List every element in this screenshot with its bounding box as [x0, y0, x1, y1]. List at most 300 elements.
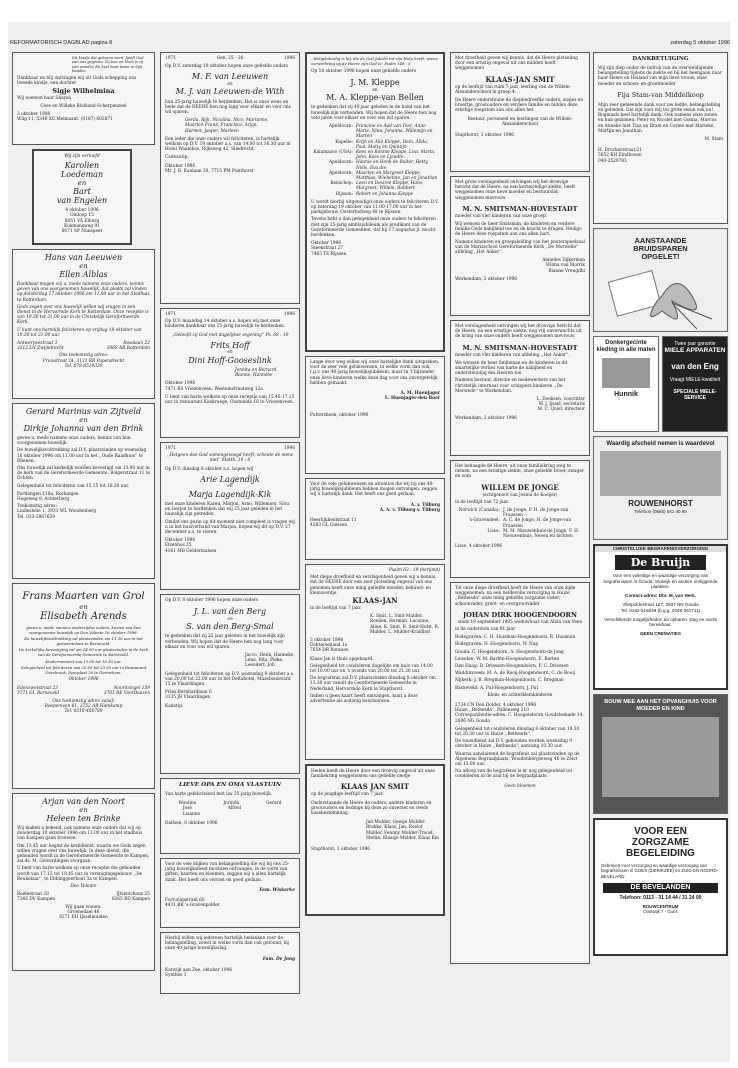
ad-logo-text: DE BEVELANDEN [603, 883, 718, 893]
year: 1971 [165, 446, 176, 451]
family-row: Bodegraven: C. H. Huisman-Hoogendoorn, R. Huisman [455, 635, 576, 641]
name: M. J. van Leeuwen-de With [175, 87, 285, 97]
address: 2734 CN Den Dolder, 4 oktober 1996 [455, 703, 537, 709]
ad-text: CHRISTELIJKE BEGRAFENISVERZORGING [595, 546, 726, 552]
obituary [450, 176, 590, 316]
ad-shelter [593, 694, 728, 814]
text: en [79, 416, 88, 424]
place-date: Lisse, 4 oktober 1996 [455, 544, 503, 550]
text: Een ieder die onze ouders wil feliciteren, is hartelijk welkom op D.V. 19 oktober a.s. van 14.00 tot 16.30 uur in Hotel Waambos, Rijksweg 42, Sliedrecht. [165, 136, 291, 153]
address: Correspondentie-adres: C. Hoogendoorn Goudsteskade 14, 2806 NG Gouda [455, 713, 584, 724]
address: Hogeweg 8, Achterberg [17, 497, 70, 503]
address: Groenedael 46 [67, 909, 100, 915]
phone: Telefoon (0555) 541 40 89 [634, 509, 687, 514]
address: Elzenhos 25 [165, 543, 192, 549]
family-row: Nijkerk: J. B. Bregman-Hoogendoorn, C. Bregman [455, 678, 564, 684]
quote: ,,Geloofd zij God met dagelijkse zegening'' Ps. 68 : 19 [171, 332, 289, 338]
text: Tot onze diepe droefheid heeft de Heere van onze zijde weggenomen, na een liefdevolle verzorging in Huize ,,Bethesda'' onze innig geliefde zorgzame vader, schoonvader, groot- en overgrootvader [455, 586, 576, 607]
text: Gelegenheid tot feliciteren van 15.15 tot 16.30 uur. [17, 483, 130, 489]
ad-miele [662, 336, 728, 432]
address: Synthes 1 [165, 973, 187, 979]
text: De rouwdienst zal D.V. gehouden worden woensdag 9 oktober in Huize ,,Bethesda'', aanvang 10.30 uur. [455, 739, 573, 750]
place: Benschop: [330, 181, 353, 187]
year: 1971 [165, 312, 176, 317]
text: Gelegenheid tot condoleren dinsdag 8 oktober van 19.30 tot 20.30 uur in Huize ,,Bethesda''. [455, 726, 580, 738]
names: Krijn en Alie Kleppe, Hein, Alida, Paul, Matty en Quintijn [356, 139, 429, 150]
ad-text: ZORGZAME [631, 837, 690, 848]
ad-text: VOOR EEN [634, 826, 687, 837]
obituary [450, 582, 590, 964]
text: Van harte gefeliciteerd met uw 35-jarig huwelijk. [165, 792, 273, 797]
address: H. Druckerstraat 21 [598, 148, 643, 154]
place: Norwich (Canada): [458, 508, 500, 514]
address: 8071 SP Nunspeet [61, 229, 103, 235]
text: Kindermoment van 15.00 tot 16.30 uur. [45, 658, 122, 664]
text: en [77, 179, 87, 188]
name: Arie Lagendijk [200, 474, 260, 484]
text: en [79, 262, 88, 270]
phone: Tel. 078-6519329 [64, 363, 103, 369]
address: 8051 VA Elburg [64, 218, 100, 224]
address: Vlietpoldestraat 127, 2807 NN Gouda [622, 601, 699, 607]
thank-you-notice [305, 356, 445, 474]
signature: A. A. v. Tilburg-v. Tilburg [379, 507, 440, 513]
ad-text: Contact-adres: Dhr. M. van Herk. [625, 593, 696, 599]
names: A. C. de Jonge, H. de Jonge-van Fraassen [503, 518, 572, 529]
anniversary-announcement [160, 442, 300, 590]
ad-text: Verschillende mogelijkheden tot opbaren. Dag en nacht bereikbaar. [604, 616, 717, 628]
wedding-announcement [12, 583, 155, 789]
wedding-announcement [12, 403, 155, 579]
address: 7471 BS Vriezenveen, Westeinstraatweg 12a [165, 386, 263, 392]
column-4 [450, 52, 590, 968]
poem: Dit kindje dat geboren werd, heeft God aan ons gegeven, Zó teer en klein is zij een wonder, En heel haar leven in Zijn handen. [72, 56, 144, 73]
anniversary-announcement [305, 52, 445, 352]
text: geven u, mede namens onze ouders, kennis van hun voorgenomen huwelijk. [17, 436, 131, 447]
text: Gelegenheid tot feliciteren op D.V. woensdag 9 oktober a.s. van 20.00 tot 22.00 uur in het Deltahotel, Maasboulevard 15 te Vlaardingen. [165, 671, 295, 688]
address: Rosalaan 22 [123, 341, 150, 347]
text: met onze kinderen Karen, Marjon, Arno, Willemien, Silva en Gerjon te herdenken dat wij 25 jaar geleden in het huwelijk zijn getreden. [165, 502, 290, 518]
name: Dirkje Johanna van den Brink [23, 424, 144, 433]
text: Ons toekomstig adres vanaf: [52, 698, 115, 704]
date: Dalfsen, 8 oktober 1996 [165, 820, 218, 826]
text: Voor de vele gelukwensen en attenties die wij bij ons 40-jarig huwelijksjubileum hebben mogen ontvangen, zeggen wij u hartelijk dank. Het heeft ons goed gedaan. [310, 482, 438, 498]
anniversary-announcement [160, 52, 300, 304]
address: Steekstraat 27 [311, 246, 344, 252]
text: Na afloop van de begrafenis is er nog gelegenheid tot condoleren in de zaal bij de begraafplaats. [455, 769, 573, 780]
parents: Cees en Willeke Blokland-Scherpenzeel [40, 103, 127, 109]
deceased-name: WILLEM DE JONGE [481, 482, 559, 492]
text: hun 25-jarig huwelijk te herdenken. Het is onze wens en bede dat de HEERE hen nog lang voor elkaar en voor ons wil sparen. [165, 99, 291, 116]
deceased-name: M. N. SMITSMAN-HOVESTADT [462, 204, 578, 213]
column-3 [305, 52, 445, 920]
name: Gerard Marinus van Zijtveld [25, 407, 142, 416]
text: De Heere ondersteune de diepbedroefde ouders, zusjes en broertje, grootouders en verdere familie en bidden deze ernstige roepstem aan ons allen het. [455, 98, 583, 114]
ad-text: Vraagt MIELE-kwaliteit [669, 377, 721, 383]
name: Frits Hoff [210, 340, 250, 350]
text: Geen bloemen [504, 783, 536, 789]
text: Wij zijn diep onder de indruk van de overweldigende belangstelling tijdens de ziekte en bij het heengaan naar haar Heere en Heiland van mijn lieve vrouw, onze moeder en schoon- en grootmoeder [598, 66, 722, 87]
text: in de leeftijd van 72 jaar. [455, 499, 510, 505]
text: Op D.V. maandag 14 oktober a.s. hopen wij met onze kinderen dankbaar ons 25-jarig huwelijk te herdenken. [165, 319, 286, 330]
signature: A. v. Tilburg [410, 502, 440, 508]
signature: M. C. Quist, directeur [537, 407, 585, 413]
ad-text: SPECIALE MIELE-SERVICE [673, 389, 717, 401]
text: Op D.V. dinsdag 8 oktober a.s. hopen wij [165, 466, 254, 472]
text: Lange door weg willen wij onze hartelijke dank uitspreken, voor de zeer vele gelukwensen, in welke vorm dan ook, t.g.v. ons 40-jarig huwelijksjubileum, maar in 't bijzonder onze lieve kinderen welke deze dag voor ons onvergetelijk hebben gemaakt. [310, 360, 440, 386]
date: Oktober 1996 [68, 677, 99, 683]
signature: L. Doeksen, voorzitter [536, 397, 585, 403]
name: J. M. Kleppe [350, 78, 400, 88]
column-1 [12, 52, 155, 975]
names: Leen en Desiree Kleppe, Hans, Margreet, Willem, Robbert [356, 181, 424, 192]
deceased-name: KLAAS-JAN SMIT [485, 74, 555, 84]
signature: W. J. Ijssel, secretaris [538, 402, 585, 408]
text: en [372, 87, 378, 93]
text: Op D.V. zaterdag 19 oktober hopen onze geliefde ouders [165, 64, 289, 70]
name: J. L. van den Berg [193, 607, 267, 617]
deceased-name: KLAAS-JAN [352, 596, 398, 606]
family-list: K. Smit, L. Smit-Mulder, Roelien, Herman, Lucanne, Aline, K. Smit, B. Smit-Holst, R. Mulder, L. Mulder-Kraldhof [370, 614, 440, 635]
place: Lisse: [487, 528, 500, 534]
text: Om 13.45 uur begint de kerkdienst, waarin we Gods zegen willen vragen over ons huwelijk. In deze dienst, die gehouden wordt in de Gereformeerde Gemeente te Kampen, zal ds. M. Golverdingen voorgaan. [17, 843, 150, 865]
text: (echtgenoot van Josina de Koeijer) [482, 492, 558, 498]
family-row: Barneveld: A. Pul-Hoogendoorn, J. Pul [455, 685, 538, 691]
ad-de-bruijn [593, 544, 728, 690]
text: Tevens hebt u dan gelegenheid onze ouders te feliciteren met zijn 25-jarig ambtsjubileum als predikant van de Gereformeerde Gemeenten, dat hij 17 augustus jl. mocht herdenken. [311, 217, 436, 239]
phone: Telefoon: 0113 - 31 14 44 / 31 24 00 [619, 895, 702, 902]
ad-text: BEGELEIDING [626, 848, 695, 859]
date: 4 oktober 1996 [65, 208, 99, 214]
text: Op 18 oktober 1996 hopen onze geliefde ouders [311, 69, 417, 74]
children-list: Gerda, Rijk, Nicolina, Nico, Marianne, Maarten Frank, Francisca, Arjan, Harmet, Jasper, Marleen [185, 118, 269, 134]
name: S. van den Berg-Smal [186, 621, 274, 631]
name: Jorinda [223, 801, 240, 807]
text: Wij gaan wonen: [65, 904, 102, 910]
text: Mijn zeer gemeende dank voor uw liefde, belangstelling en gebeden. Die zijn voor mij tot grote steun ook nu! Bogmaals heel hartelijk dank. Ook namens onze zonen en hun gezinnen: Peter en Nicolet met Gonna, Marcus en Anneke met Tina en Bram en Corine met Marieke, Martijn en Jonathan. [598, 102, 721, 134]
family-row: Bodegraven: N. Hoogendoorn, W. Nap [455, 642, 539, 648]
congratulation-notice [160, 778, 300, 854]
address: Oostwijk 7 · Goes [643, 909, 678, 915]
signature: Annelies Dijkerman [542, 258, 585, 264]
engagement-announcement [32, 149, 132, 245]
text: Het behaagde de Heere, uit onze familiekring weg te nemen, na een ernstige ziekte, onze geliefde broer, zwager en oom [455, 464, 584, 480]
ad-text: Twee jaar garantie [674, 341, 716, 347]
text: Deo Volente [70, 884, 97, 890]
name: Ellen Alblas [59, 270, 108, 279]
anniversary-announcement [160, 308, 300, 438]
obituary [305, 764, 445, 916]
text: Wij maken u bekend, ook namens onze ouders dat wij op donderdag 10 oktober 1996 om 13.00 uur in het stadhuis van Kampen gaan trouwen. [17, 826, 143, 842]
name: M. A. Kleppe-van Bellen [326, 92, 424, 102]
place: Apeldoorn: [329, 170, 353, 176]
text: U wordt hierbij uitgenodigd onze ouders te feliciteren D.V. op zaterdag 19 oktober van 11.00-17.00 uur in het parkgebouw, Oosterhofweg 48 te Rijssen. [311, 199, 439, 216]
obituary [450, 320, 590, 456]
text: en [227, 81, 233, 87]
text: Heden heeft de Heere door een droevig ongeval uit onze familiekring weggenomen ons geliefde neefje [311, 769, 435, 780]
place: Kalamazoo (USA): [313, 150, 353, 156]
place-date: Werkendam, 2 oktober 1996 [455, 276, 517, 282]
address: Dokterseiland 1a [310, 643, 348, 649]
photo [602, 717, 719, 797]
place: Kapelle: [335, 139, 353, 145]
anniversary-announcement [160, 594, 300, 774]
family-row: Waddinxveen: M. A. de Rooij-Hoogendoorn, C. de Rooij [455, 671, 576, 677]
text: op de leeftijd van ruim 7 jaar, leerling van de Willem-Alexanderschool in groep 4. [455, 84, 572, 95]
text: Namens kinderen en groepsleiding van het peuterspeelzaal van de Mariaschool Gereformeerde Kerk ,,De Morwelle'' afdeling ,,Het Anker''. [455, 239, 585, 256]
text: De huwelijksvoltrekking zal D.V. plaatsvinden op woensdag 16 oktober 1996 om 11.00 uur in het ,,Oude Raadhuis'' te Rhenen. [17, 448, 147, 464]
text: Dankbaar mogen wij u, mede namens onze ouders, kennis geven van ons voorgenomen huwelijk, dat plaats zal vinden op donderdag 17 oktober 1996 om 11.00 uur in het Stadhuis te Rotterdam. [17, 282, 150, 303]
text: Met grote verslagenheid ontvingen wij het droevige bericht dat de Heere, na een kortstondige ziekte, heeft weggenomen onze lieve moeder en bestuurslid, weggenomen mevrouw [455, 180, 576, 201]
photo [600, 451, 721, 496]
address: 4283 GL Giessen [310, 523, 348, 529]
wedding-announcement [12, 793, 155, 971]
signature: Fam. Wiskerke [259, 887, 295, 893]
text: in de ouderdom van 91 jaar. [455, 627, 517, 633]
year: 1971 [165, 56, 176, 61]
ad-clothing [593, 336, 659, 432]
text: Wij noemen haar Sharon [17, 95, 72, 101]
address: Kokmansweg 91 [64, 223, 100, 229]
text: in de leeftijd van 7 jaar. [310, 606, 362, 612]
address: 8265 BD Kampen [111, 897, 150, 903]
names: Francine en Aad van Toor, Anne-Marie, Nina, Johanna, Willemijn en Marten [356, 124, 433, 140]
name: Karolien [64, 161, 100, 171]
signature: Fam. De Jong [262, 956, 295, 962]
phone: 040-2529783 [598, 158, 627, 164]
address: Edenswetstraat 23 [17, 685, 59, 691]
obituary [450, 52, 590, 172]
address: Fortunapstraat 60 [165, 898, 205, 904]
place: Rijssen: [335, 191, 353, 197]
name: Gerard [266, 801, 282, 807]
signature: L. Huenjager-den Boer [384, 396, 440, 402]
clothing-image [602, 358, 650, 388]
place-date: Werkendam, 2 oktober 1996 [455, 415, 517, 421]
place-date: Puttershoek, oktober 1996 [310, 413, 369, 419]
address: Portlongen 118a, Rockanjen [17, 491, 79, 497]
name: Marja Lagendijk-Kik [188, 489, 272, 499]
text: Cadeautip: [165, 155, 189, 161]
ad-text: OPGELET! [641, 252, 680, 261]
thank-you-notice [305, 478, 445, 560]
address: 5652 BH Eindhoven [598, 153, 642, 159]
text: en [79, 603, 88, 611]
phone: Tel. 0318-456789 [64, 709, 103, 715]
text: op de jeugdige leeftijd van 7 jaar. [311, 792, 384, 798]
deceased-name: KLAAS JAN SMIT [340, 782, 410, 792]
address: 3135 JB Vlaardingen [165, 695, 211, 701]
text: Kadotip: [165, 703, 184, 709]
family-row: Leusden: W. M. Barten-Hoogendoorn, E. Barten [455, 656, 560, 662]
children-list: Jacco, Henk, Hanneke, Lena, Rita, Pieke, Leendert, Job [245, 653, 295, 669]
thank-you-notice [160, 932, 300, 994]
thank-you-notice [160, 858, 300, 928]
text: We wensen de heer Smitsman en de kinderen in dit smartelijke verlies van harte de nabijheid en ondersteuning des Heeren toe. [455, 360, 568, 377]
baby-name: Sigje Wilhelmina [52, 86, 115, 95]
name: Arjan van den Noort [42, 797, 125, 806]
place: Apeldoorn: [329, 160, 353, 166]
name: van Engelen [56, 196, 108, 206]
address: 7654 DR Ronssen [310, 648, 349, 654]
address: 8271 EH IJsselmuiden [59, 915, 108, 921]
obituary [450, 460, 590, 578]
text: Met verslagenheid ontvingen wij het droevige bericht dat de Heere, na een ernstige ziekte, nog vrij onverwachts uit de kring van onze ouders heeft weggenomen mevrouw [455, 324, 582, 340]
text: en [227, 350, 233, 356]
text: U kunt ons hartelijk feliciteren op vrijdag 18 oktober van 19.30 tot 21.00 uur. [17, 327, 142, 338]
text: Wij zijn verloofd [64, 154, 100, 159]
date: 3 oktober 1996 [17, 112, 51, 117]
address: Lindeslelie 1, 3931 WL Woudenberg [17, 509, 97, 515]
text: Voor de vele blijken van belangstelling die wij bij ons 25-jarig huwelijksfeest mochten ontvangen, in de vorm van giften, kaarten en bloemen, zeggen wij u allen hartelijk dank. Het heeft ons verrast en goed gedaan. [165, 862, 290, 883]
birth-announcement [12, 52, 155, 145]
address: IJlverschonz 25 [116, 892, 150, 898]
ad-logo-text: De Bruijn [615, 555, 706, 570]
place-date: Stapthorst, 3 oktober 1996 [455, 133, 515, 139]
date: 3 oktober 1996 [310, 638, 344, 644]
year: 1996 [284, 312, 295, 317]
names: J. de Jonge, P. H. de Jonge-van Fraassen [503, 508, 569, 519]
address: 3069 AR Rotterdam [106, 346, 150, 352]
signature: Bianne Vreugdhi [548, 268, 585, 274]
phone: Tel. 033-2867639 [17, 514, 55, 520]
text: en [227, 616, 233, 622]
title: DANKBETUIGING [632, 56, 689, 62]
names: Robert en Johanna Kleppe [356, 191, 414, 197]
signature: Wilma van Morrik [545, 263, 585, 269]
quote: Psalm 63 : 19 (berijmd) [388, 568, 440, 573]
text: te gedenken dat zij 25 jaar geleden in het huwelijk zijn verbonden. Wij hopen dat de Heere hen nog lang voor elkaar en voor ons wil sparen. [165, 634, 285, 650]
ad-text: Voor een volledige en waardige verzorging van begrafenissen in Gouda, Stolwijk en andere omliggende plaatsen. [603, 572, 718, 590]
date: Oktober 1996 [311, 241, 342, 247]
thank-you-notice [593, 52, 728, 224]
family-row: Klein- en achterkleinkinderen [487, 692, 553, 698]
text: en [227, 484, 233, 490]
header-left: REFORMATORISCH DAGBLAD pagina 8 [10, 40, 113, 46]
address: 3112 LN Zwijndrecht [17, 346, 64, 352]
address: Roepersven 61, 3752 AR Harskamp [44, 704, 123, 710]
names: Maarten en Margreet Kleppe, Matthias, Wiebetine, Jan en Jonathan [356, 170, 438, 182]
date: Oktober 1996 [165, 381, 196, 387]
signature: Bestuur, personeel en leerlingen van de Willem-Alexanderschool [467, 116, 573, 127]
text: De huwelijksvoltrekking zal plaatsvinden om 11.30 uur in het gemeentehuis te Barneveld. [24, 636, 143, 646]
name: Frans Maarten van Grol [22, 591, 145, 602]
year: 1996 [284, 446, 295, 451]
text: U bent van harte welkom op onze receptie van 15.45-17.15 uur in restaurant Koekruege, Oosteinde 18 te Vriezenveen. [165, 394, 295, 406]
family-list: Jan Mulder, Geesje Mulder-Brakke, Klaas, Jan, Roelof Mulder, Fennny Mulder-Troost, Stefan, Klaasje Mulder, Klaas Kin [366, 820, 439, 841]
text: De kerkelijke bevestiging zal om 14.00 uur plaatsvinden in de kerk van de Gereformeerde Gemeente te Barneveld. [18, 647, 149, 657]
page-header [10, 40, 730, 46]
text: Namens bestuur, directie en medewerkers van het christelijk internaat voor schippers kinderen ,,De Merwede'' te Werkendam. [455, 378, 566, 394]
ad-bevelanden [593, 818, 728, 956]
text: Wij wensen de heer Smitsman, de kinderen en verdere familie Gods nabijheid toe en de kracht te dragen. Heilige de Heere deze roepstem aan ons allen hart. [455, 222, 582, 238]
quote: ,,Hetgeen dan God samengevoegd heeft, scheide de mens niet'' Matth. 19 : 6 [166, 453, 294, 464]
ad-text: Waardig afscheid nemen is waardevol [606, 441, 715, 447]
text: Toekomstig adres: [17, 504, 57, 510]
deceased-name: JOHAN DIRK HOOGENDOORN [463, 610, 577, 619]
text: De begrafenis zal D.V. plaatsvinden dinsdag 8 oktober om 13.30 uur vanuit de Gereformeerde Gemeente in Nederland, Hervormde Kerk te Stapthorst. [310, 676, 436, 692]
text: te gedenken dat zij 40 jaar geleden in de band van het huwelijk zijn verbonden. Wij hopen dat de Heere hen nog vele jaren voor elkaar en voor ons wil sparen. [311, 105, 437, 121]
deceased-name: M. N. SMITSMAN-HOVESTADT [462, 343, 578, 352]
ad-bridal [593, 228, 728, 332]
quote: ,,Welgelukzalig is hij, die de God Jakobs tot zijn Hulp heeft, wiens verwachting op de Heere zijn God is'' Psalm 146 : 5 [311, 56, 438, 66]
address: Omloop 15 [70, 213, 94, 219]
name: Bart [73, 187, 91, 197]
text: geven u, mede namens wederzijdse ouders, kennis van hun voorgenomen huwelijk op Don Volente 16 oktober 1996. [26, 625, 141, 635]
text: Gelegenheid tot condoleren dagelijks om huis van 14.00 tot 16.00 uur en 's avonds van 20.00 tot 21.30 uur. [310, 663, 433, 675]
names: M. M. Nieuwenhuis-de Jonge, F. H. Nieuwenhuis, Neven en nichten [503, 528, 580, 540]
text: Onderstaande de Heere de ouders, andere kinderen en grootouders en bedinge bij deze zo onverzet en reeds kaasbestemming. [311, 800, 432, 817]
text: Klaas-Jan is thuis opgebaard. [310, 656, 374, 662]
name: Hans van Leeuwen [44, 253, 123, 262]
place: Apeldoorn: [329, 124, 353, 130]
address: Pruisstraat 24, 3131 RR Papendrecht [42, 358, 125, 364]
name: Alfred [227, 806, 242, 812]
year: 1996 [284, 56, 295, 61]
ad-text: Hunnik [614, 391, 638, 398]
address: Antwerpsestraat 3 [17, 341, 58, 347]
place: 's-Gravendeel: [468, 518, 500, 524]
name: Woutine [178, 801, 197, 807]
text: Op D.V. 8 oktober 1996 hopen onze ouders [165, 598, 259, 603]
address: Prins Bernhardlaan 6 [165, 690, 212, 696]
children-list: Jennita en Bernard, Bianne, Hannebe [235, 368, 278, 379]
ad-funeral-service [593, 436, 728, 540]
text: U bent van harte welkom op onze receptie die gehouden wordt van 17.15 tot 18.45 uur in verenigingsgebouw ,,De Beukelaar'', te Ebbinggeerhout 3a te Kampen. [17, 866, 143, 882]
family-row: Gouda: C. Hoogendoorn, A. Hoogendoorn-de Jong [455, 649, 564, 655]
ad-text: AANSTAANDE [634, 236, 687, 245]
place-date: Stapthorst, 3 oktober 1996 [311, 847, 371, 853]
ad-text: ROUWENHORST [628, 499, 693, 508]
text: Waarna aansluitend de begrafenis zal plaatsvinden op de Algemene Begraafplaats, Woudenbergseweg 46 te Zeist om 12.00 uur. [455, 751, 580, 768]
address: 7266 DV Kampen [17, 897, 56, 903]
text: en [79, 806, 88, 814]
address: 3771 GL Barneveld [17, 690, 60, 696]
signature: M. Stam [704, 137, 723, 143]
name: Loedeman [60, 170, 104, 180]
column-2 [160, 52, 300, 998]
date: Oktober 1996 [165, 163, 196, 169]
ad-text: MIELE APPARATEN [664, 347, 726, 354]
text: Ons toekomstig adres: [59, 353, 108, 359]
text: Dankbaar en blij ontvingen wij uit Gods schepping ons tweede kindje, een dochter [17, 76, 137, 87]
address: 4161 MB Geldermalsen [165, 548, 217, 554]
names: Hannie en Henk de Ruiter, Hetty, Niels, Eva die [356, 160, 429, 171]
address: Heerlijkheidstraat 11 [310, 518, 357, 524]
wedding-announcement [12, 249, 155, 399]
header-right: zaterdag 5 oktober 1996 [670, 40, 730, 46]
ad-text: ROUWCENTRUM [642, 903, 679, 909]
ad-text: Donkergecinte kleding in alle maten [596, 340, 656, 353]
text: Hierbij willen wij iedereen hartelijk bedanken voor de belangstelling, zowel in welke vorm dan ook getoond, bij onze 40-jarige huwelijksdag. [165, 936, 290, 952]
phone: Tel. 0182-516649 (b.g.g. 0348-361711) [620, 607, 701, 613]
ad-text: Gebreken voor verzorging en waardige verzorging van begrafenissen in GOES (ZIERIKZEE) en ZUID-EN NOORD-BEVELAND [601, 863, 719, 879]
address: 4431 BK 's-Gravenpolder [165, 903, 220, 909]
column-5 [593, 52, 728, 960]
address: Mr. J. B. Kanlaan 30, 7715 PM Punthorst [165, 168, 254, 174]
text: Met diepe droefheid en verslagenheid geven wij u kennis, dat de HEERE door een zeer plotseling ongeval van ons genomen heeft onze innig geliefde moeder, behuwd- en kleinzoontje [310, 575, 437, 596]
ad-text: van den Eng [671, 362, 719, 371]
name: Dini Hoff-Gooseslink [188, 355, 272, 365]
name: Elisabeth Arends [40, 611, 127, 622]
text: Gelegenheid tot feliciteren van 20.00 tot 23.00 uur in Restaurant Overbrook, Ponsplaat 28 te Gorinchem. [20, 665, 147, 675]
text: moeder van vier kinderen van onze groep. [455, 213, 548, 219]
text: Gods zegen over ons huwelijk willen wij vragen in een dienst in de Hervormde Kerk te Rotterdam. Onze receptie is van 19.30 tot 21.00 uur in de Christelijk Gereformeerde Kerk. [17, 304, 149, 326]
address: Katwijk aan Zee, oktober 1996 [165, 967, 233, 973]
family-row: Den Haag: D. Driessen-Hoogendoorn, F. C. Driessen [455, 664, 569, 670]
deceased-name: Fija Stam-van Middelkoop [617, 90, 704, 99]
ad-text: GEEN CREMATIES [639, 631, 681, 637]
